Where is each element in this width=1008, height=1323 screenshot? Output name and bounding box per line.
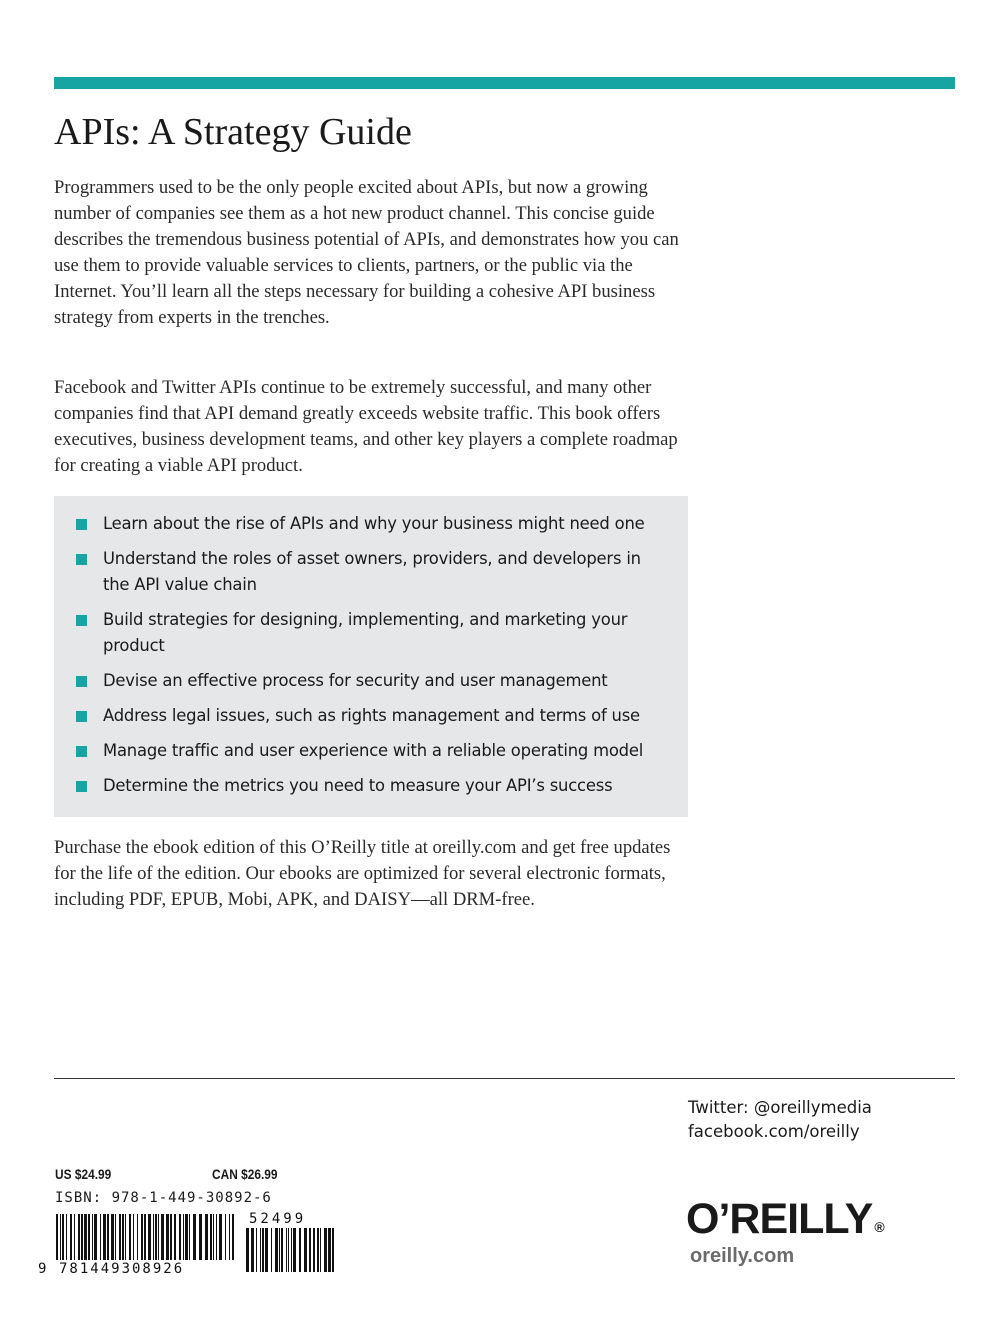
barcode-bar bbox=[92, 1214, 93, 1260]
barcode-bar bbox=[170, 1214, 172, 1260]
barcode-bar bbox=[313, 1228, 315, 1272]
barcode-bar bbox=[62, 1214, 64, 1260]
facebook-link[interactable]: facebook.com/oreilly bbox=[688, 1122, 860, 1141]
barcode-bar bbox=[155, 1214, 157, 1260]
barcode-bar bbox=[66, 1214, 67, 1260]
barcode-bar bbox=[216, 1214, 217, 1260]
barcode-lead-digit: 9 bbox=[38, 1261, 47, 1274]
barcode-bar bbox=[299, 1228, 301, 1272]
feature-item: Learn about the rise of APIs and why your business might need one bbox=[76, 511, 658, 537]
bullet-square-icon bbox=[76, 711, 87, 722]
barcode-bar bbox=[232, 1214, 234, 1260]
feature-list bbox=[76, 511, 658, 799]
barcode-bar bbox=[74, 1214, 75, 1260]
price-can: CAN $26.99 bbox=[212, 1166, 278, 1182]
barcode-bar bbox=[148, 1214, 151, 1260]
barcode-bar bbox=[133, 1214, 134, 1260]
description-paragraph-1: Programmers used to be the only people excited about APIs, but now a growing number of companies see them as a hot new product channel. This concise guide describes the tremendous business potential of APIs, and demonstrates how you can use them to provide valuable services to clients, partners, or the public via the Internet. You’ll learn all the steps necessary for building a cohesive API business strategy from experts in the trenches. bbox=[54, 177, 679, 328]
feature-list-box bbox=[54, 496, 688, 817]
barcode-bar bbox=[88, 1214, 90, 1260]
publisher-logo bbox=[686, 1194, 884, 1244]
barcode-bar bbox=[328, 1228, 331, 1272]
barcode-bar bbox=[309, 1228, 311, 1272]
barcode-bar bbox=[84, 1214, 87, 1260]
barcode-bar bbox=[137, 1214, 138, 1260]
barcode-bar bbox=[304, 1228, 307, 1272]
barcode-bar bbox=[81, 1214, 83, 1260]
barcode-bar bbox=[199, 1214, 202, 1260]
barcode-bar bbox=[115, 1214, 116, 1260]
social-links bbox=[688, 1096, 872, 1144]
bullet-square-icon bbox=[76, 781, 87, 792]
barcode-bar bbox=[317, 1228, 319, 1272]
barcode-bar bbox=[78, 1214, 80, 1260]
barcode-bar bbox=[56, 1214, 58, 1260]
barcode-bar bbox=[141, 1214, 143, 1260]
feature-item: Devise an effective process for security and user management bbox=[76, 668, 658, 694]
barcode-bar bbox=[265, 1228, 268, 1272]
barcode-bar bbox=[281, 1228, 283, 1272]
barcode-digits: 781449308926 bbox=[59, 1261, 185, 1274]
barcode-bar bbox=[119, 1214, 121, 1260]
barcode-bar bbox=[324, 1228, 327, 1272]
logo-text: O’REILLY bbox=[686, 1195, 873, 1243]
barcode-bar bbox=[161, 1214, 164, 1260]
price-barcode-bars bbox=[246, 1228, 334, 1272]
barcode-bar bbox=[129, 1214, 131, 1260]
barcode-bar bbox=[60, 1214, 61, 1260]
barcode-bar bbox=[291, 1228, 292, 1272]
twitter-handle[interactable]: Twitter: @oreillymedia bbox=[688, 1098, 872, 1117]
barcode-bar bbox=[246, 1228, 249, 1272]
barcode-bar bbox=[158, 1214, 159, 1260]
barcode-bar bbox=[251, 1228, 254, 1272]
isbn-barcode bbox=[34, 1212, 344, 1274]
barcode-bar bbox=[205, 1214, 208, 1260]
accent-bar bbox=[54, 77, 955, 89]
registered-mark: ® bbox=[874, 1219, 884, 1235]
barcode-bar bbox=[174, 1214, 176, 1260]
barcode-bar bbox=[185, 1214, 188, 1260]
feature-item: Address legal issues, such as rights management and terms of use bbox=[76, 703, 658, 729]
barcode-bar bbox=[271, 1228, 272, 1272]
barcode-bar bbox=[286, 1228, 287, 1272]
barcode-bar bbox=[125, 1214, 126, 1260]
bullet-square-icon bbox=[76, 676, 87, 687]
barcode-bar bbox=[213, 1214, 214, 1260]
barcode-bar bbox=[210, 1214, 212, 1260]
barcode-bars bbox=[56, 1214, 234, 1260]
barcode-bar bbox=[183, 1214, 184, 1260]
description-paragraph-2: Facebook and Twitter APIs continue to be extremely successful, and many other companies find that API demand greatly exceeds website traffic. This book offers executives, business development teams, and other key players a complete roadmap for creating a viable API product. bbox=[54, 377, 678, 476]
feature-item: Determine the metrics you need to measure your API’s success bbox=[76, 773, 658, 799]
barcode-bar bbox=[103, 1214, 106, 1260]
barcode-bar bbox=[189, 1214, 190, 1260]
barcode-bar bbox=[111, 1214, 114, 1260]
barcode-bar bbox=[193, 1214, 196, 1260]
barcode-bar bbox=[153, 1214, 154, 1260]
barcode-bar bbox=[229, 1214, 230, 1260]
bullet-square-icon bbox=[76, 615, 87, 626]
barcode-bar bbox=[100, 1214, 101, 1260]
barcode-bar bbox=[262, 1228, 264, 1272]
barcode-bar bbox=[70, 1214, 72, 1260]
barcode-bar bbox=[332, 1228, 334, 1272]
barcode-bar bbox=[122, 1214, 124, 1260]
feature-item: Build strategies for designing, implementing, and marketing your product bbox=[76, 607, 658, 659]
barcode-bar bbox=[260, 1228, 261, 1272]
barcode-bar bbox=[179, 1214, 181, 1260]
barcode-bar bbox=[94, 1214, 97, 1260]
bullet-square-icon bbox=[76, 554, 87, 565]
barcode-bar bbox=[107, 1214, 109, 1260]
barcode-bar bbox=[144, 1214, 146, 1260]
barcode-bar bbox=[320, 1228, 321, 1272]
barcode-bar bbox=[288, 1228, 289, 1272]
book-title: APIs: A Strategy Guide bbox=[54, 111, 412, 153]
ebook-note: Purchase the ebook edition of this O’Reilly title at oreilly.com and get free updates for the life of the edition. Our ebooks are optimized for several electronic formats, including PDF, EPUB, Mobi, APK, and DAISY—all DRM-free. bbox=[54, 837, 671, 910]
feature-item: Understand the roles of asset owners, providers, and developers in the API value chain bbox=[76, 546, 658, 598]
barcode-bar bbox=[279, 1228, 280, 1272]
barcode-bar bbox=[256, 1228, 257, 1272]
bullet-square-icon bbox=[76, 746, 87, 757]
bullet-square-icon bbox=[76, 519, 87, 530]
feature-item: Manage traffic and user experience with a reliable operating model bbox=[76, 738, 658, 764]
barcode-bar bbox=[275, 1228, 278, 1272]
publisher-website[interactable]: oreilly.com bbox=[690, 1245, 795, 1267]
price-code-digits: 52499 bbox=[249, 1212, 307, 1227]
barcode-bar bbox=[166, 1214, 169, 1260]
barcode-bar bbox=[219, 1214, 222, 1260]
price-us: US $24.99 bbox=[55, 1166, 112, 1182]
barcode-bar bbox=[293, 1228, 296, 1272]
footer-divider bbox=[54, 1078, 955, 1079]
isbn-number: ISBN: 978-1-449-30892-6 bbox=[55, 1190, 272, 1206]
barcode-bar bbox=[225, 1214, 226, 1260]
